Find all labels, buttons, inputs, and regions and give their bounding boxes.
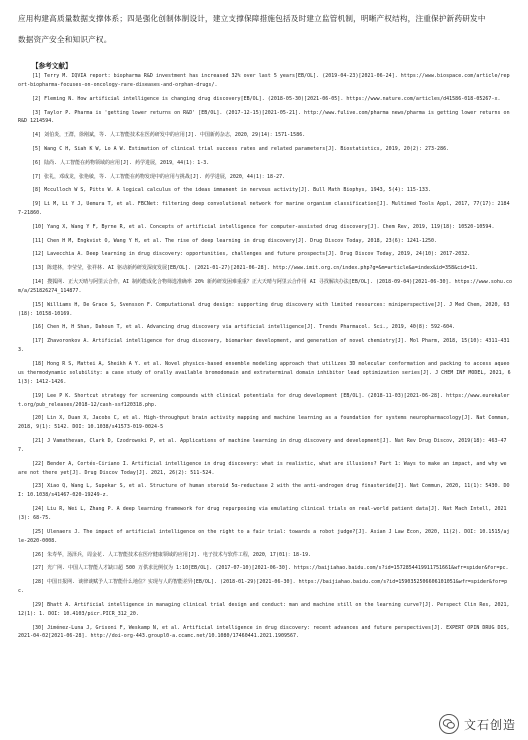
reference-item [18, 173, 512, 182]
reference-number: [13] [32, 265, 45, 272]
reference-number: [6] [32, 159, 42, 166]
reference-item [18, 250, 512, 259]
reference-item [18, 601, 512, 619]
reference-number: [4] [32, 132, 42, 139]
reference-item [18, 528, 512, 546]
reference-number: [14] [32, 279, 45, 286]
reference-text: 张礼，邓成龙，张艳敏，等. 人工智能在药物发现中的应用与挑战[J]. 药学进展，2020，44(1)：18-27. [44, 173, 286, 180]
reference-item [18, 278, 512, 296]
reference-item [18, 551, 512, 560]
reference-number: [11] [32, 237, 45, 244]
reference-item [18, 564, 512, 573]
reference-item [18, 505, 512, 523]
reference-item [18, 159, 512, 168]
reference-number: [19] [32, 392, 45, 399]
reference-number: [28] [32, 579, 45, 586]
reference-text: 陆尚. 人工智能在药物领域的应用[J]. 药学进展，2019，44(1)：1-3. [44, 159, 210, 166]
reference-text: 朱寿华，汤泽兵，周金花. 人工智能技术在医疗健康领域的应用[J]. 电子技术与软件工程，2020，17(01)：18-19. [47, 551, 312, 558]
reference-number: [29] [32, 601, 45, 608]
reference-text: Li M, Li Y J, Uemura T, et al. FBCNet: filtering deep convolutional network for marine organism classification[J]. Multimed Tools Appl, 2017, 77(17): 21847-21860. [18, 201, 510, 217]
wechat-watermark [435, 712, 520, 736]
reference-text: Jiménez-Luna J, Grisoni F, Weskamp N, et al. Artificial intelligence in drug discovery: recent advances and future perspectives[J]. EXPERT OPIN DRUG DIS, 2021-04-02[2021-06-28]. http://doi-org-443.groupl0-a.ccamc.net/10.1080/17460441.2021.1909567. [18, 624, 510, 640]
reference-number: [7] [32, 173, 42, 180]
reference-text: Fleming N. How artificial intelligence is changing drug discovery[EB/OL]. (2018-05-30)[2021-06-05]. https://www.nature.com/articles/d41586-018-05267-x. [44, 95, 501, 102]
reference-item [18, 200, 512, 218]
reference-text: Xiao Q, Wang L, Supekar S, et al. Structure of human steroid 5α-reductase 2 with the anti-androgen drug finasteride[J]. Nat Commun, 2020, 11(1): 5430. DOI: 10.1038/s41467-020-19249-z. [18, 483, 510, 499]
reference-item [18, 437, 512, 455]
reference-text: Yang X, Wang Y F, Byrne R, et al. Concepts of artificial intelligence for computer-assisted drug discovery[J]. Chem Rev, 2019, 119(18): 10520-10594. [47, 223, 495, 230]
reference-item [18, 237, 512, 246]
reference-text: Terry M. IQVIA report: biopharma R&D investment has increased 32% over last 5 years[EB/OL]. (2019-04-23)[2021-06-24]. https://www.biospace.com/article/report-biopharma-focuses-on-oncology-rare-diseases-and-orphan-drugs/. [18, 73, 510, 88]
reference-text: Lin X, Duan X, Jacobs C, et al. High-throughput brain activity mapping and machine learning as a foundation for systems neuropharmacology[J]. Nat Commun, 2018, 9(1): 5142. DOI: 10.1038/s41573-019-0024-5 [18, 415, 510, 431]
reference-item [18, 95, 512, 104]
reference-number: [9] [32, 201, 42, 208]
reference-item [18, 360, 512, 387]
reference-number: [15] [32, 301, 45, 308]
reference-text: Bender A, Cortés-Ciriano I. Artificial intelligence in drug discovery: what is realistic, what are illusions? Part 1: Ways to make an impact, and why we are not there yet[J]. Drug Discov Today[J]. 2021, 26(2): 511-524. [18, 460, 507, 476]
reference-text: Taylor P. Pharma is 'getting lower returns on R&D' [EB/OL]. (2017-12-15)[2021-05-21]. http://www.fulive.com/pharma news/pharma is getting lower returns on R&D 1214594. [18, 109, 510, 125]
reference-number: [27] [32, 565, 45, 572]
reference-number: [21] [32, 438, 45, 444]
reference-text: Lee P K. Shortcut strategy for screening compounds with clinical potentials for drug development [EB/OL]. (2018-11-03)[2021-06-28]. https://www.eurekalert.org/pub_releases/2018-12/cash-ssf120318.php. [18, 392, 510, 408]
reference-number: [1] [32, 73, 42, 79]
watermark-text: 文石创造 [463, 717, 516, 732]
reference-number: [25] [32, 528, 45, 535]
reference-text: 陈建林，李莹莹，张祥林. AI 驱动新药研发深度发展[EB/OL]. (2021-01-27)[2021-06-28]. http://www.imit.org.cn/index.php?g=&m=article&a=index&id=358&cid=11. [47, 265, 479, 272]
reference-item [18, 186, 512, 195]
reference-text: 中国日报网. 谈律谈赋予人工智能什么地位？实现与人的智能差异[EB/OL]. (2018-01-29)[2021-06-30]. https://baijiahao.baidu.com/s?id=1590352506606101051&wfr=spider&for=pc. [18, 579, 508, 595]
reference-item [18, 109, 512, 127]
reference-item [18, 145, 512, 154]
reference-text: Bhatt A. Artificial intelligence in managing clinical trial design and conduct: man and machine still on the learning curve?[J]. Perspect Clin Res, 2021, 12(1): 1. DOI: 10.4103/picr.PICR_312_20. [18, 601, 510, 617]
reference-item [18, 624, 512, 642]
reference-text: Williams H, De Grace S, Svensson F. Computational drug design: supporting drug discovery with limited resources: miniperspective[J]. J Med Chem, 2020, 63(18): 10158-10169. [18, 301, 510, 317]
reference-item [18, 323, 512, 332]
references-list [18, 72, 512, 646]
reference-text: Ulenaers J. The impact of artificial intelligence on the right to a fair trial: towards a robot judge?[J]. Asian J Law Econ, 2020, 11(2). DOI: 10.1515/ajle-2020-0008. [18, 528, 510, 544]
reference-item [18, 578, 512, 596]
reference-text: 搜狐网. 正大天晴与阿里云合作，AI 制药能成化合物筛选准确率 20% 新药研发困难重重？正大天晴与阿里云合作用 AI 寻找解决办法[EB/OL]. (2018-09-04)[2021-06-30]. https://www.sohu.com/a/251826274_114877. [18, 279, 513, 294]
reference-text: 刘伯炎，王群，徐刚斌，等. 人工智能技术在医药研发中的应用[J]. 中国新药杂志，2020，29(14)：1571-1586. [44, 132, 306, 139]
reference-number: [12] [32, 251, 45, 258]
reference-text: Zhavoronkov A. Artificial intelligence for drug discovery, biomarker development, and generation of novel chemistry[J]. Mol Pharm, 2018, 15(10): 4311-4313. [18, 338, 510, 354]
reference-number: [3] [32, 109, 42, 116]
reference-text: Mcculloch W S, Pitts W. A logical calculus of the ideas immanent in nervous activity[J]. Bull Math Biophys, 1943, 5(4): 115-133. [44, 187, 432, 194]
reference-text: J Vamathevan, Clark D, Czodrowski P, et al. Applications of machine learning in drug discovery and development[J]. Nat Rev Drug Discov, 2019(18): 463-477. [18, 438, 507, 453]
intro-paragraph [18, 8, 510, 50]
reference-item [18, 392, 512, 410]
reference-number: [8] [32, 187, 42, 194]
reference-text: Hong R S, Mattei A, Sheikh A Y. et al. Novel physics-based ensemble modeling approach that utilizes 3D molecular conformation and packing to access aqueous thermodynamic solubility: a case study of orally available bromodomain and extraterminal domain inhibitor lead optimization series[J]. J CHEM INF MODEL, 2021, 61(3): 1412-1426. [18, 360, 511, 385]
wechat-icon [439, 714, 459, 734]
reference-number: [5] [32, 146, 42, 152]
reference-item [18, 414, 512, 432]
reference-item [18, 223, 512, 232]
reference-text: Wang C H, Siah K W, Lo A W. Estimation of clinical trial success rates and related parameters[J]. Biostatistics, 2019, 20(2): 273-286. [44, 146, 450, 152]
reference-item [18, 460, 512, 478]
reference-number: [20] [32, 415, 45, 422]
reference-number: [22] [32, 460, 45, 467]
reference-text: Lavecchia A. Deep learning in drug discovery: opportunities, challenges and future prospects[J]. Drug Discov Today, 2019, 24(10): 2017-2032. [47, 251, 471, 258]
reference-item [18, 72, 512, 90]
reference-item [18, 264, 512, 273]
intro-line-2: 数据资产安全和知识产权。 [18, 35, 112, 44]
reference-number: [23] [32, 483, 45, 490]
reference-item [18, 337, 512, 355]
references-heading: 【参考文献】 [32, 62, 72, 70]
reference-number: [26] [32, 551, 45, 558]
reference-number: [16] [32, 324, 45, 331]
reference-item [18, 131, 512, 140]
reference-item [18, 482, 512, 500]
reference-number: [17] [32, 338, 45, 345]
reference-text: Liu R, Wei L, Zhang P. A deep learning framework for drug repurposing via emulating clinical trials on real-world patient data[J]. Nat Mach Intell, 2021(3): 68-75. [18, 506, 507, 522]
reference-text: Chen H M, Engkvist O, Wang Y H, et al. The rise of deep learning in drug discovery[J]. Drug Discov Today, 2018, 23(6): 1241-1250. [47, 237, 438, 244]
reference-text: 光广网. 中国人工智能人才缺口超 500 万供求比例仅为 1:10[EB/OL]. (2017-07-10)[2021-06-30]. https://baijiahao.baidu.com/s?id=1572854419911751661&wfr=spider&for=pc. [47, 565, 509, 572]
reference-text: Chen H, H Shan, Dahoun T, et al. Advancing drug discovery via artificial intelligence[J]. Trends Pharmacol. Sci., 2019, 40(8): 592-604. [47, 324, 456, 331]
reference-number: [10] [32, 223, 45, 230]
reference-item [18, 301, 512, 319]
reference-number: [30] [32, 624, 45, 631]
reference-number: [18] [32, 360, 45, 367]
reference-number: [24] [32, 506, 45, 513]
reference-number: [2] [32, 95, 42, 102]
intro-line-1: 应用构建高质量数据支撑体系；四是强化创制体制设计，建立支撑保障措施包括及时建立监管机制，明晰产权结构，注重保护新药研发中 [18, 14, 486, 23]
